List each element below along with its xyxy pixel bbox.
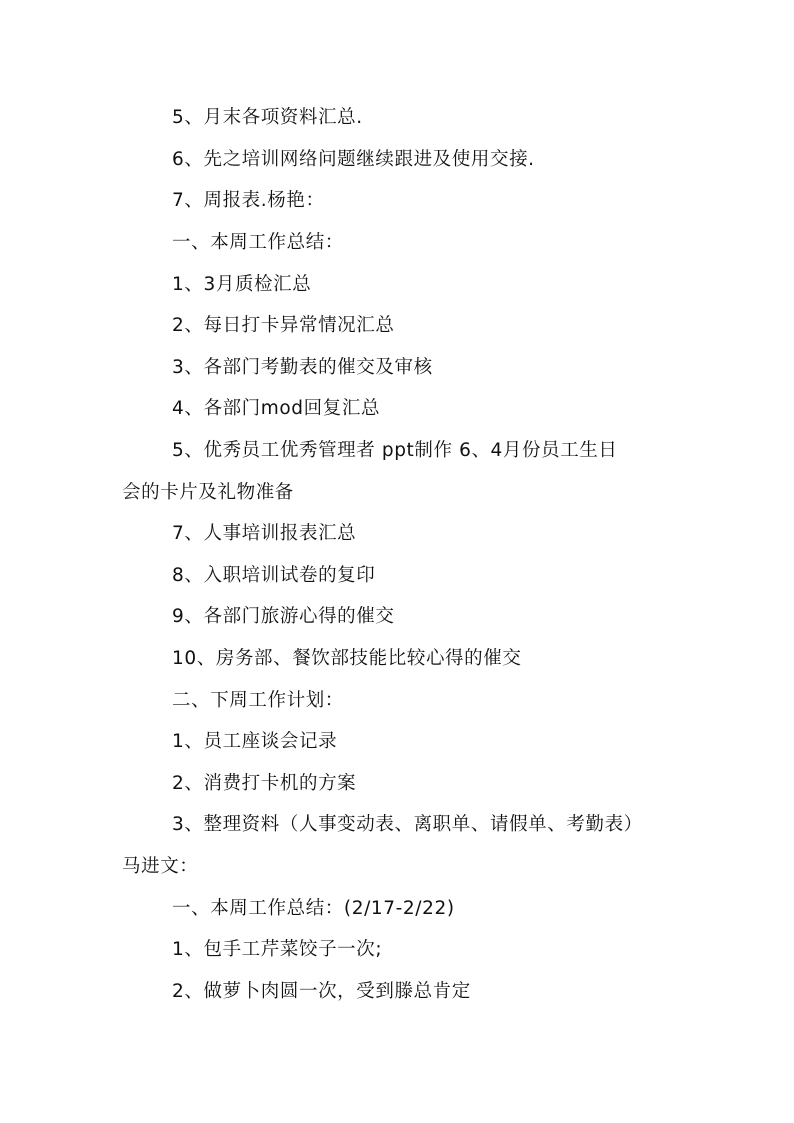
text-line-5: 1、3月质检汇总 — [172, 274, 312, 295]
text-line-11: 7、人事培训报表汇总 — [172, 523, 357, 544]
text-line-22: 2、做萝卜肉圆一次，受到滕总肯定 — [172, 981, 471, 1002]
text-line-6: 2、每日打卡异常情况汇总 — [172, 315, 395, 336]
text-line-8: 4、各部门mod回复汇总 — [172, 398, 381, 419]
text-line-1: 5、月末各项资料汇总. — [172, 107, 363, 128]
text-line-18: 3、整理资料（人事变动表、离职单、请假单、考勤表） — [172, 814, 643, 835]
text-line-2: 6、先之培训网络问题继续跟进及使用交接. — [172, 149, 535, 170]
text-line-14: 10、房务部、餐饮部技能比较心得的催交 — [172, 648, 522, 669]
text-line-9: 5、优秀员工优秀管理者 ppt制作 6、4月份员工生日 — [172, 440, 618, 461]
text-line-17: 2、消费打卡机的方案 — [172, 773, 357, 794]
author-name: 马进文： — [122, 856, 199, 877]
text-line-3: 7、周报表.杨艳： — [172, 190, 325, 211]
text-line-10: 会的卡片及礼物准备 — [122, 482, 294, 503]
section-heading-summary-2: 一、本周工作总结：(2/17-2/22) — [172, 898, 455, 919]
text-line-13: 9、各部门旅游心得的催交 — [172, 606, 395, 627]
text-line-21: 1、包手工芹菜饺子一次; — [172, 939, 383, 960]
section-heading-summary: 一、本周工作总结： — [172, 232, 344, 253]
section-heading-plan: 二、下周工作计划： — [172, 690, 344, 711]
text-line-7: 3、各部门考勤表的催交及审核 — [172, 357, 433, 378]
text-line-16: 1、员工座谈会记录 — [172, 731, 338, 752]
text-line-12: 8、入职培训试卷的复印 — [172, 565, 376, 586]
